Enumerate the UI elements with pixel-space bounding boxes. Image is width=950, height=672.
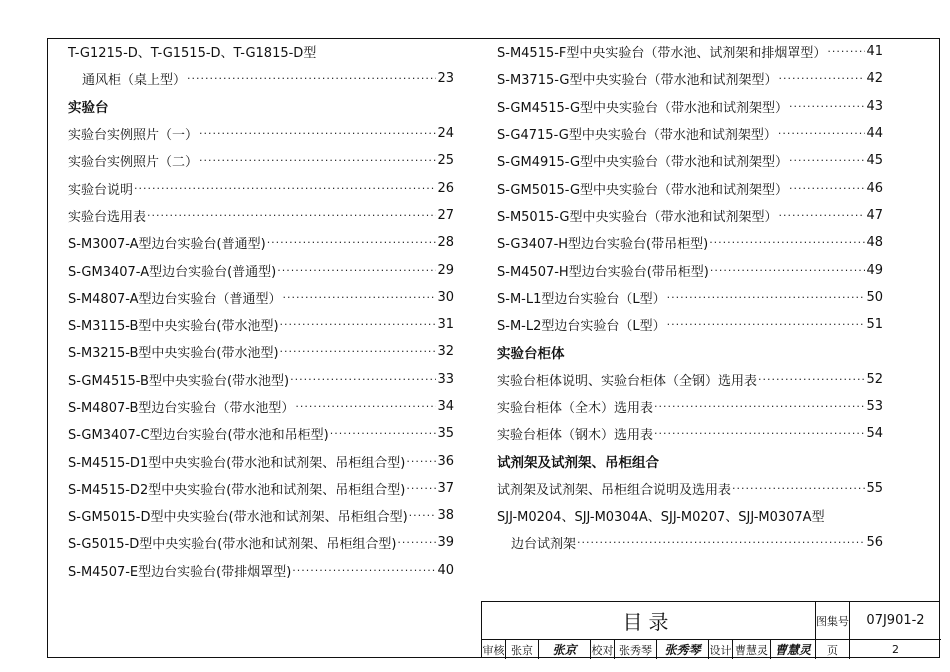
toc-entry-title: S-M5015-G型中央实验台（带水池和试剂架型）	[497, 209, 778, 225]
leader-dots	[134, 183, 436, 194]
atlas-number-label: 图集号	[816, 602, 850, 640]
toc-entry-title: S-M4507-H型边台实验台(带吊柜型)	[497, 264, 709, 280]
toc-entry-title: S-G5015-D型中央实验台(带水池和试剂架、吊柜组合型)	[68, 537, 397, 553]
toc-entry-page: 41	[866, 44, 883, 60]
design-signature: 曹慧灵	[771, 640, 816, 659]
leader-dots	[199, 155, 436, 166]
toc-entry-title: 实验台柜体（全木）选用表	[497, 401, 654, 416]
toc-entry-title: S-GM3407-C型边台实验台(带水池和吊柜型)	[68, 428, 329, 444]
toc-entry-title: 实验台实例照片（二）	[68, 155, 199, 171]
toc-entry-page: 36	[437, 453, 454, 469]
toc-entry-title: S-M4515-F型中央实验台（带水池、试剂架和排烟罩型）	[497, 46, 827, 62]
toc-entry-page: 32	[437, 344, 454, 360]
signature-row	[482, 640, 941, 659]
toc-entry	[68, 284, 454, 311]
leader-dots	[267, 237, 437, 248]
toc-entry-page: 40	[437, 562, 454, 578]
toc-entry-page: 28	[437, 235, 454, 251]
leader-dots	[406, 483, 436, 494]
toc-entry-page: 39	[437, 535, 454, 551]
leader-dots	[710, 265, 866, 276]
toc-entry	[68, 393, 454, 420]
toc-entry-title: S-M4515-D2型中央实验台(带水池和试剂架、吊柜组合型)	[68, 482, 406, 498]
toc-entry-page: 47	[866, 207, 883, 223]
toc-entry	[497, 420, 883, 447]
toc-entry	[68, 447, 454, 474]
leader-dots	[292, 565, 436, 576]
toc-entry-page: 52	[866, 371, 883, 387]
toc-entry-page: 25	[437, 153, 454, 169]
toc-entry	[68, 65, 454, 92]
page-label: 页	[816, 640, 850, 659]
toc-entry-page: 55	[866, 480, 883, 496]
toc-entry-title: S-GM3407-A型边台实验台(普通型)	[68, 264, 277, 280]
toc-entry-title: S-M4507-E型边台实验台(带排烟罩型)	[68, 564, 292, 580]
toc-entry-page: 24	[437, 126, 454, 142]
toc-entry-title: S-G3407-H型边台实验台(带吊柜型)	[497, 237, 709, 253]
toc-entry-title: S-GM4915-G型中央实验台（带水池和试剂架型）	[497, 155, 789, 171]
toc-entry-title: 实验台柜体说明、实验台柜体（全钢）选用表	[497, 373, 758, 389]
toc-entry-page: 56	[866, 535, 883, 551]
toc-entry-page: 53	[866, 399, 883, 414]
toc-entry-page: 45	[866, 153, 883, 169]
leader-dots	[290, 374, 436, 385]
toc-entry-title: 实验台说明	[68, 182, 134, 198]
toc-entry	[68, 311, 454, 338]
leader-dots	[406, 456, 436, 467]
leader-dots	[667, 319, 866, 330]
toc-entry	[497, 311, 883, 338]
toc-entry-page: 27	[437, 207, 454, 223]
page-title: 目录	[482, 602, 816, 640]
toc-right-column	[497, 38, 883, 557]
leader-dots	[199, 128, 436, 139]
toc-entry-title: S-M3007-A型边台实验台(普通型)	[68, 237, 266, 253]
leader-dots	[778, 210, 865, 221]
toc-entry-page: 26	[437, 180, 454, 196]
toc-entry-page: 37	[437, 480, 454, 496]
toc-entry-title: S-M3215-B型中央实验台(带水池型)	[68, 346, 279, 362]
leader-dots	[280, 319, 437, 330]
leader-dots	[577, 537, 865, 548]
toc-entry	[68, 256, 454, 283]
design-name: 曹慧灵	[733, 640, 771, 659]
toc-entry	[68, 147, 454, 174]
leader-dots	[295, 401, 436, 412]
toc-entry	[497, 147, 883, 174]
toc-entry-page: 42	[866, 71, 883, 87]
toc-entry-title: 试剂架及试剂架、吊柜组合	[497, 455, 659, 472]
toc-entry-title: S-G4715-G型中央实验台（带水池和试剂架型）	[497, 128, 777, 144]
leader-dots	[778, 73, 865, 84]
toc-entry-page: 33	[437, 371, 454, 387]
toc-entry-title: S-M4515-D1型中央实验台(带水池和试剂架、吊柜组合型)	[68, 455, 406, 471]
toc-entry	[68, 475, 454, 502]
toc-entry-title: S-M-L2型边台实验台（L型）	[497, 319, 666, 335]
toc-entry-page: 31	[437, 317, 454, 333]
toc-entry-title: 通风柜（桌上型）	[82, 73, 187, 89]
toc-entry	[68, 38, 454, 65]
review-name: 张京	[506, 640, 539, 659]
check-label: 校对	[591, 640, 615, 659]
toc-entry-title: S-M4807-A型边台实验台（普通型）	[68, 291, 282, 307]
toc-entry-title: 实验台	[68, 100, 109, 117]
toc-entry-title: S-M3715-G型中央实验台（带水池和试剂架型）	[497, 73, 778, 89]
toc-entry-title: S-M3115-B型中央实验台(带水池型)	[68, 319, 279, 335]
toc-entry-page: 34	[437, 399, 454, 414]
toc-entry-page: 48	[866, 235, 883, 251]
toc-entry-title: S-GM4515-G型中央实验台（带水池和试剂架型）	[497, 100, 789, 116]
toc-entry	[497, 38, 883, 65]
toc-entry-page: 43	[866, 98, 883, 114]
leader-dots	[397, 537, 436, 548]
leader-dots	[789, 155, 865, 166]
toc-entry-title: S-GM5015-G型中央实验台（带水池和试剂架型）	[497, 182, 789, 198]
leader-dots	[277, 265, 436, 276]
leader-dots	[409, 510, 437, 521]
toc-left-column	[68, 38, 454, 584]
check-signature: 张秀琴	[657, 640, 709, 659]
toc-entry-page: 46	[866, 180, 883, 196]
toc-entry-page: 51	[866, 317, 883, 333]
atlas-number: 07J901-2	[850, 602, 941, 640]
toc-entry	[497, 284, 883, 311]
toc-entry	[68, 366, 454, 393]
toc-entry	[68, 120, 454, 147]
toc-entry	[68, 174, 454, 201]
toc-entry-page: 38	[437, 508, 454, 524]
review-signature: 张京	[539, 640, 591, 659]
toc-entry-page: 29	[437, 262, 454, 278]
toc-entry-page: 44	[866, 126, 883, 142]
toc-entry	[497, 229, 883, 256]
leader-dots	[732, 483, 865, 494]
toc-entry-title: 实验台柜体	[497, 345, 565, 362]
toc-entry	[68, 502, 454, 529]
toc-entry	[497, 393, 883, 420]
toc-entry	[68, 338, 454, 365]
toc-section-heading	[497, 447, 883, 474]
toc-entry	[497, 120, 883, 147]
leader-dots	[280, 346, 437, 357]
leader-dots	[283, 292, 437, 303]
toc-entry-title: SJJ-M0204、SJJ-M0304A、SJJ-M0207、SJJ-M0307A型	[497, 510, 825, 526]
toc-entry-page: 35	[437, 426, 454, 442]
toc-entry	[68, 202, 454, 229]
toc-entry-page: 49	[866, 262, 883, 278]
leader-dots	[789, 183, 865, 194]
leader-dots	[330, 428, 437, 439]
toc-entry-page: 54	[866, 426, 883, 442]
toc-entry-page: 50	[866, 289, 883, 305]
toc-entry-title: 实验台实例照片（一）	[68, 128, 199, 144]
toc-entry	[68, 529, 454, 556]
toc-entry	[497, 475, 883, 502]
toc-entry-title: S-M-L1型边台实验台（L型）	[497, 291, 666, 307]
leader-dots	[147, 210, 436, 221]
toc-entry-title: 边台试剂架	[511, 537, 577, 553]
toc-entry	[68, 420, 454, 447]
toc-entry-title: S-M4807-B型边台实验台（带水池型）	[68, 401, 295, 416]
toc-entry	[497, 366, 883, 393]
leader-dots	[187, 73, 436, 84]
toc-entry	[497, 174, 883, 201]
check-name: 张秀琴	[615, 640, 657, 659]
leader-dots	[827, 46, 865, 57]
toc-entry-title: S-GM4515-B型中央实验台(带水池型)	[68, 373, 290, 389]
review-label: 审核	[482, 640, 506, 659]
toc-entry-title: 试剂架及试剂架、吊柜组合说明及选用表	[497, 482, 732, 498]
leader-dots	[778, 128, 866, 139]
toc-section-heading	[497, 338, 883, 365]
toc-entry	[497, 529, 883, 556]
toc-entry-page: 30	[437, 289, 454, 305]
toc-entry-title: T-G1215-D、T-G1515-D、T-G1815-D型	[68, 46, 317, 62]
toc-entry	[497, 502, 883, 529]
toc-entry	[68, 229, 454, 256]
toc-entry	[497, 256, 883, 283]
leader-dots	[654, 428, 865, 439]
title-block	[481, 601, 940, 658]
toc-entry-title: 实验台选用表	[68, 209, 147, 225]
design-label: 设计	[709, 640, 733, 659]
leader-dots	[667, 292, 866, 303]
toc-section-heading	[68, 93, 454, 120]
toc-entry	[497, 65, 883, 92]
leader-dots	[758, 374, 865, 385]
page-number: 2	[892, 643, 899, 656]
toc-entry-title: 实验台柜体（钢木）选用表	[497, 428, 654, 444]
toc-entry	[497, 93, 883, 120]
toc-entry-title: S-GM5015-D型中央实验台(带水池和试剂架、吊柜组合型)	[68, 510, 408, 526]
leader-dots	[654, 401, 865, 412]
toc-entry-page: 23	[437, 71, 454, 87]
leader-dots	[789, 101, 865, 112]
toc-entry	[497, 202, 883, 229]
leader-dots	[709, 237, 865, 248]
toc-entry	[68, 557, 454, 584]
